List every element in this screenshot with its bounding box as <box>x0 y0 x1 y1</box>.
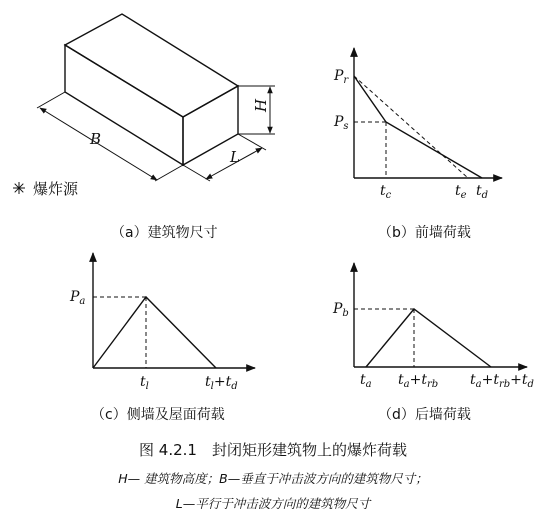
label-t1-plus-td: $t_l+t_d$ <box>205 374 238 392</box>
caption-a: （a）建筑物尺寸 <box>111 225 218 241</box>
caption-c: （c）侧墙及屋面荷载 <box>91 407 225 423</box>
front-wall-load-curve <box>354 76 482 178</box>
panel-b-front-wall-load <box>333 48 502 241</box>
label-t1: $t_l$ <box>140 374 149 392</box>
panel-c-side-wall-roof-load <box>69 253 255 423</box>
panel-d-rear-wall-load <box>332 263 534 423</box>
panel-a-building-dimensions <box>13 14 275 241</box>
dimension-B <box>37 92 183 181</box>
figure-note-line2: L—平行于冲击波方向的建筑物尺寸 <box>175 496 371 511</box>
label-Pr: $P_r$ <box>334 68 349 86</box>
rear-wall-load-curve <box>366 309 491 367</box>
label-Pa: $P_a$ <box>70 289 86 307</box>
fictitious-decay-line <box>354 76 468 178</box>
figure-note-line1: H— 建筑物高度；B—垂直于冲击波方向的建筑物尺寸； <box>118 471 428 486</box>
caption-d: （d）后墙荷载 <box>378 407 471 423</box>
asterisk-icon <box>13 182 25 194</box>
caption-b: （b）前墙荷载 <box>378 225 471 241</box>
explosion-source <box>13 180 79 198</box>
dimension-H <box>238 86 275 134</box>
label-te: $t_e$ <box>455 183 467 201</box>
label-td: $t_d$ <box>476 183 489 201</box>
label-tc: $t_c$ <box>380 183 392 201</box>
figure-title: 图 4.2.1 封闭矩形建筑物上的爆炸荷载 <box>139 441 407 459</box>
label-ta-plus-trb: $t_a+t_{rb}$ <box>398 372 439 390</box>
label-ta-plus-trb-plus-td: $t_a+t_{rb}+t_d$ <box>470 372 534 390</box>
label-ta: $t_a$ <box>360 372 372 390</box>
label-L: L <box>230 148 240 166</box>
side-wall-load-curve <box>93 297 216 368</box>
source-label: 爆炸源 <box>33 180 79 198</box>
label-H: H <box>252 98 270 112</box>
label-B: B <box>90 130 102 148</box>
label-Pb: $P_b$ <box>333 301 349 319</box>
label-Ps: $P_s$ <box>334 114 349 132</box>
